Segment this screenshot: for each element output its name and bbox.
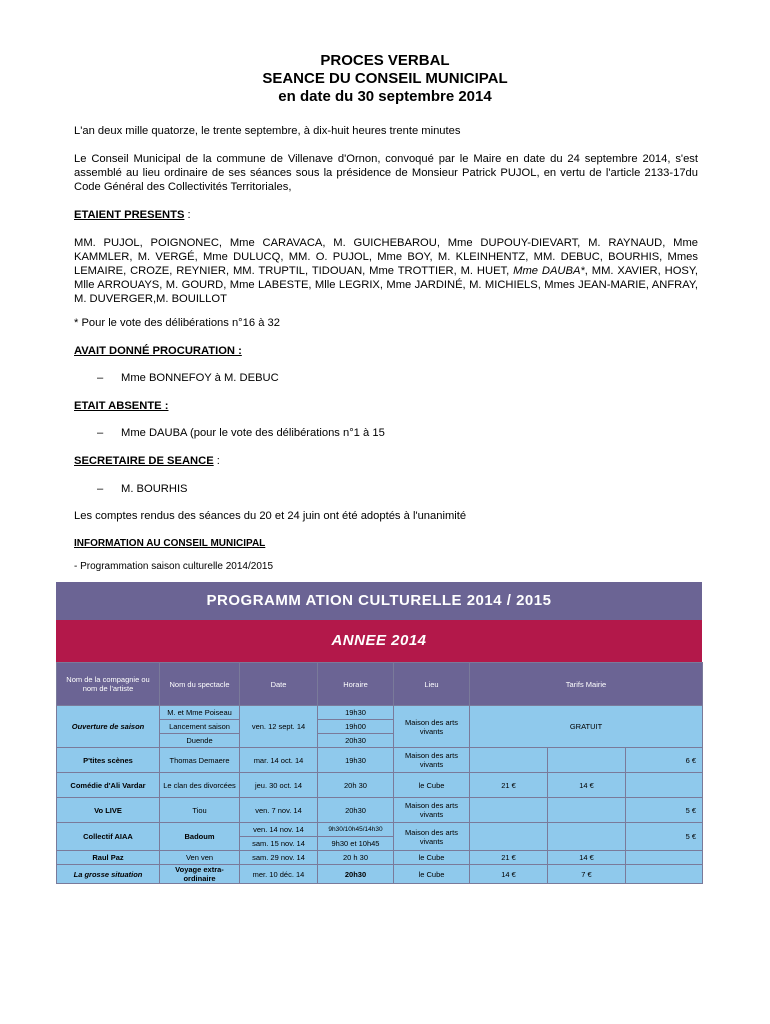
table-row — [57, 823, 703, 837]
program-year-banner: ANNEE 2014 — [56, 620, 702, 662]
cell-show: Voyage extra-ordinaire — [160, 865, 240, 884]
cell-show: Duende — [160, 734, 240, 748]
table-row — [57, 865, 703, 884]
cell-company: Comédie d'Ali Vardar — [57, 773, 160, 798]
cell-place: Maison des arts vivants — [394, 798, 470, 823]
title-line-1: PROCES VERBAL — [320, 52, 450, 69]
cell-date: ven. 14 nov. 14 — [240, 823, 318, 837]
presents-heading-colon: : — [184, 209, 191, 221]
cell-show: Thomas Demaere — [160, 748, 240, 773]
table-row — [57, 851, 703, 865]
procuration-heading: AVAIT DONNÉ PROCURATION : — [74, 345, 242, 357]
presents-list-part2: , MM. XAVIER, HOSY, Mlle ARROUAYS, M. GOURD, Mme LABESTE, Mlle LEGRIX, Mme JARDINÉ, M. MICHIELS, Mmes JEAN-MARIE, ANFRAY, M. DUVERGER,M. BOUILLOT — [74, 265, 698, 305]
cell-tariff-1 — [470, 798, 548, 823]
intro-paragraph: L'an deux mille quatorze, le trente septembre, à dix-huit heures trente minutes — [74, 125, 461, 137]
cell-time: 9h30/10h45/14h30 — [318, 823, 394, 837]
procuration-item: Mme BONNEFOY à M. DEBUC — [121, 372, 279, 384]
cell-tariff-1 — [470, 823, 548, 851]
header-place: Lieu — [394, 663, 470, 706]
cell-tariff-3 — [626, 865, 703, 884]
secretaire-item: M. BOURHIS — [121, 483, 188, 495]
cell-date: sam. 15 nov. 14 — [240, 837, 318, 851]
information-heading: INFORMATION AU CONSEIL MUNICIPAL — [74, 538, 266, 549]
table-row — [57, 706, 703, 720]
cell-place: Maison des arts vivants — [394, 706, 470, 748]
procuration-dash: – — [97, 372, 104, 384]
absente-heading: ETAIT ABSENTE : — [74, 400, 169, 412]
absente-dash: – — [97, 427, 104, 439]
cell-date: mer. 10 déc. 14 — [240, 865, 318, 884]
presents-heading-line — [74, 208, 698, 222]
cell-time: 19h30 — [318, 748, 394, 773]
presents-heading: ETAIENT PRESENTS — [74, 209, 185, 221]
information-item: - Programmation saison culturelle 2014/2015 — [74, 561, 273, 572]
header-company: Nom de la compagnie ou nom de l'artiste — [57, 663, 160, 706]
cell-date: jeu. 30 oct. 14 — [240, 773, 318, 798]
cell-time: 20h30 — [318, 734, 394, 748]
cell-tariff-2 — [548, 823, 626, 851]
cell-time: 19h30 — [318, 706, 394, 720]
cell-tariff-3 — [626, 773, 703, 798]
cell-tariff-2 — [548, 798, 626, 823]
information-heading-line — [74, 537, 698, 551]
table-header-row — [57, 663, 703, 706]
convocation-paragraph: Le Conseil Municipal de la commune de Villenave d'Ornon, convoqué par le Maire en date du 24 septembre 2014, s'est assemblé au lieu ordinaire de ses séances sous la présidence de Monsieur Patrick PUJOL, en vertu de l'article 2133-17du Code Général des Collectivités Territoriales, — [74, 153, 698, 193]
cell-tariff-1: 21 € — [470, 773, 548, 798]
cell-place: le Cube — [394, 773, 470, 798]
cell-tariff: GRATUIT — [470, 706, 703, 748]
cell-company: Raul Paz — [57, 851, 160, 865]
table-row — [57, 748, 703, 773]
table-row — [57, 798, 703, 823]
secretaire-dash: – — [97, 483, 104, 495]
cell-time: 20 h 30 — [318, 851, 394, 865]
program-banner: PROGRAMM ATION CULTURELLE 2014 / 2015 — [56, 582, 702, 620]
cell-company: Collectif AIAA — [57, 823, 160, 851]
procuration-heading-line — [74, 344, 698, 358]
cell-time: 20h 30 — [318, 773, 394, 798]
absente-heading-line — [74, 399, 698, 413]
table-row — [57, 773, 703, 798]
header-show: Nom du spectacle — [160, 663, 240, 706]
cell-tariff-1: 14 € — [470, 865, 548, 884]
header-date: Date — [240, 663, 318, 706]
presents-note: * Pour le vote des délibérations n°16 à 32 — [74, 317, 280, 329]
cell-place: le Cube — [394, 865, 470, 884]
program-table — [56, 662, 703, 884]
cell-tariff-2 — [548, 748, 626, 773]
cell-date: ven. 7 nov. 14 — [240, 798, 318, 823]
cell-show: M. et Mme Poiseau — [160, 706, 240, 720]
cell-date: ven. 12 sept. 14 — [240, 706, 318, 748]
secretaire-heading-colon: : — [213, 455, 220, 467]
cell-tariff-3: 6 € — [626, 748, 703, 773]
title-line-2: SEANCE DU CONSEIL MUNICIPAL — [262, 70, 508, 87]
cell-show: Le clan des divorcées — [160, 773, 240, 798]
cell-company: Ouverture de saison — [57, 706, 160, 748]
document-title — [0, 52, 770, 106]
presents-list — [74, 236, 698, 306]
header-tariffs: Tarifs Mairie — [470, 663, 703, 706]
header-time: Horaire — [318, 663, 394, 706]
presents-list-italic: Mme DAUBA* — [513, 265, 585, 277]
cell-time: 9h30 et 10h45 — [318, 837, 394, 851]
cell-show: Ven ven — [160, 851, 240, 865]
title-line-3: en date du 30 septembre 2014 — [278, 88, 492, 105]
cell-date: sam. 29 nov. 14 — [240, 851, 318, 865]
cell-tariff-1: 21 € — [470, 851, 548, 865]
cell-tariff-3: 5 € — [626, 823, 703, 851]
cell-tariff-2: 14 € — [548, 851, 626, 865]
cell-show: Lancement saison — [160, 720, 240, 734]
cell-company: P'tites scènes — [57, 748, 160, 773]
cell-company: La grosse situation — [57, 865, 160, 884]
secretaire-heading-line — [74, 454, 698, 468]
cell-company: Vo LIVE — [57, 798, 160, 823]
cell-tariff-1 — [470, 748, 548, 773]
cell-time: 20h30 — [318, 798, 394, 823]
cell-tariff-2: 14 € — [548, 773, 626, 798]
cell-show: Badoum — [160, 823, 240, 851]
cell-place: Maison des arts vivants — [394, 823, 470, 851]
cell-place: Maison des arts vivants — [394, 748, 470, 773]
cell-place: le Cube — [394, 851, 470, 865]
cell-time: 19h00 — [318, 720, 394, 734]
program-table-block — [56, 582, 702, 884]
cell-tariff-3: 5 € — [626, 798, 703, 823]
cell-tariff-2: 7 € — [548, 865, 626, 884]
cell-date: mar. 14 oct. 14 — [240, 748, 318, 773]
cell-show: Tiou — [160, 798, 240, 823]
presents-list-part1: MM. PUJOL, POIGNONEC, Mme CARAVACA, M. GUICHEBAROU, Mme DUPOUY-DIEVART, M. RAYNAUD, Mme KAMMLER, M. VERGÉ, Mme DULUCQ, MM. O. PUJOL, Mme BOY, M. KLEINHENTZ, MM. DEBUC, BOURHIS, Mmes LEMAIRE, CROZE, REYNIER, MM. TRUPTIL, TIDOUAN, Mme TROTTIER, M. HUET, — [74, 237, 698, 277]
cell-time: 20h30 — [318, 865, 394, 884]
absente-item: Mme DAUBA (pour le vote des délibérations n°1 à 15 — [121, 427, 385, 439]
comptes-rendus-paragraph: Les comptes rendus des séances du 20 et 24 juin ont été adoptés à l'unanimité — [74, 510, 467, 522]
cell-tariff-3 — [626, 851, 703, 865]
secretaire-heading: SECRETAIRE DE SEANCE — [74, 455, 214, 467]
